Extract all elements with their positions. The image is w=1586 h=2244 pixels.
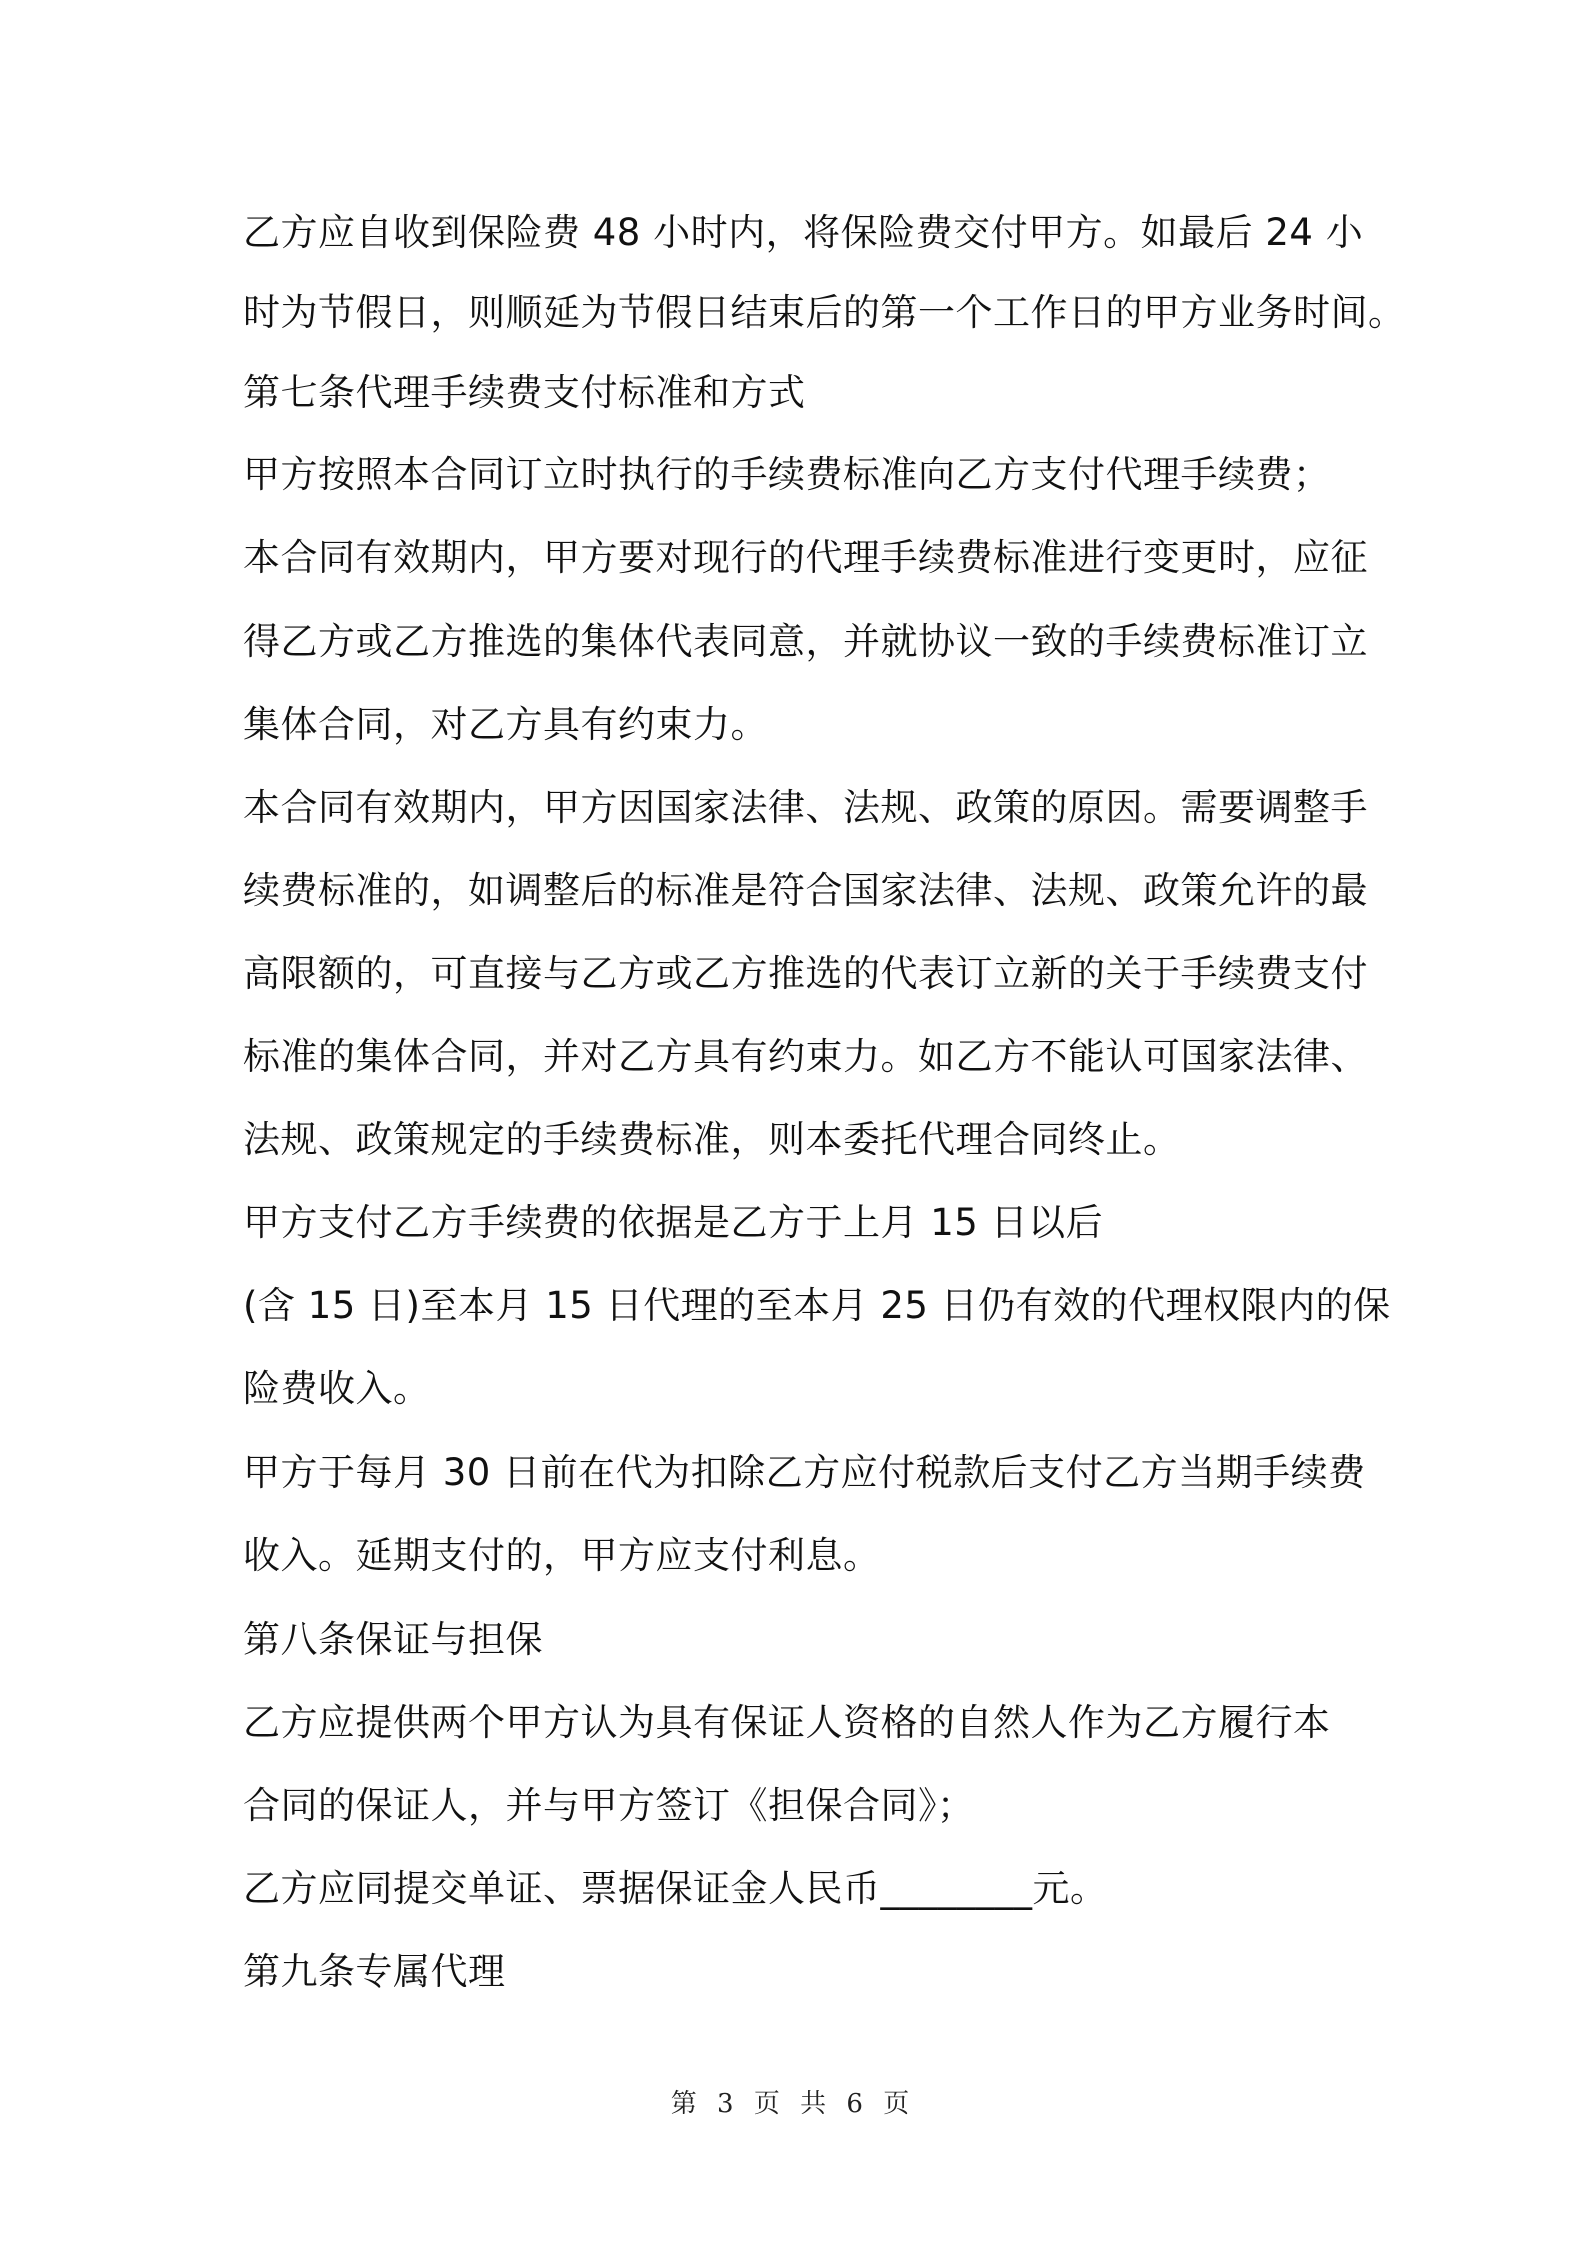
body-line: 险费收入。 bbox=[243, 1367, 431, 1410]
body-line: 合同的保证人，并与甲方签订《担保合同》； bbox=[243, 1784, 975, 1827]
body-line: 本合同有效期内，甲方因国家法律、法规、政策的原因。需要调整手 bbox=[243, 786, 1368, 829]
body-line: 高限额的，可直接与乙方或乙方推选的代表订立新的关于手续费支付 bbox=[243, 952, 1368, 995]
body-line: 本合同有效期内，甲方要对现行的代理手续费标准进行变更时，应征 bbox=[243, 536, 1368, 579]
section-heading: 第七条代理手续费支付标准和方式 bbox=[243, 371, 806, 414]
body-line: 续费标准的，如调整后的标准是符合国家法律、法规、政策允许的最 bbox=[243, 869, 1368, 912]
body-line: 法规、政策规定的手续费标准，则本委托代理合同终止。 bbox=[243, 1118, 1181, 1161]
body-line: 甲方按照本合同订立时执行的手续费标准向乙方支付代理手续费； bbox=[243, 453, 1331, 496]
section-heading: 第八条保证与担保 bbox=[243, 1618, 543, 1661]
page-number-footer: 第 3 页 共 6 页 bbox=[670, 2089, 916, 2119]
section-heading: 第九条专属代理 bbox=[243, 1950, 506, 1993]
body-line: 时为节假日，则顺延为节假日结束后的第一个工作日的甲方业务时间。 bbox=[243, 291, 1406, 334]
body-line: 标准的集体合同，并对乙方具有约束力。如乙方不能认可国家法律、 bbox=[243, 1035, 1368, 1078]
body-line: 集体合同，对乙方具有约束力。 bbox=[243, 703, 768, 746]
body-line: (含 15 日)至本月 15 日代理的至本月 25 日仍有效的代理权限内的保 bbox=[243, 1284, 1391, 1327]
body-line: 甲方支付乙方手续费的依据是乙方于上月 15 日以后 bbox=[243, 1201, 1104, 1244]
body-line: 乙方应提供两个甲方认为具有保证人资格的自然人作为乙方履行本 bbox=[243, 1701, 1331, 1744]
body-line: 收入。延期支付的，甲方应支付利息。 bbox=[243, 1534, 881, 1577]
body-line: 甲方于每月 30 日前在代为扣除乙方应付税款后支付乙方当期手续费 bbox=[243, 1451, 1366, 1494]
body-line: 乙方应自收到保险费 48 小时内，将保险费交付甲方。如最后 24 小 bbox=[243, 211, 1364, 254]
body-line: 乙方应同提交单证、票据保证金人民币________元。 bbox=[243, 1867, 1108, 1910]
body-line: 得乙方或乙方推选的集体代表同意，并就协议一致的手续费标准订立 bbox=[243, 620, 1368, 663]
